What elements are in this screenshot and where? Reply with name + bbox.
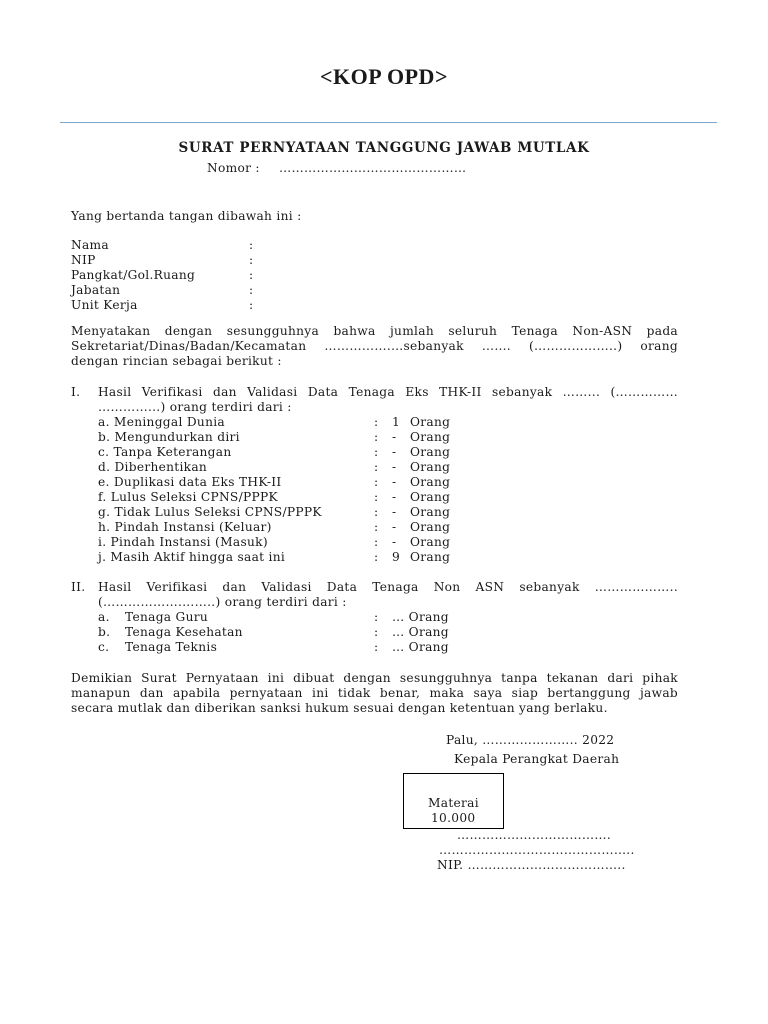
field-label-nama: Nama — [71, 238, 109, 252]
item-label: c. Tanpa Keterangan — [98, 445, 232, 459]
statement-line: Sekretariat/Dinas/Badan/Kecamatan …………….…sebanyak ……. (………………..) orang — [71, 339, 678, 353]
item-separator: : — [374, 535, 379, 549]
item-label: i. Pindah Instansi (Masuk) — [98, 535, 268, 549]
item-unit: Orang — [410, 430, 451, 444]
item-label: g. Tidak Lulus Seleksi CPNS/PPPK — [98, 505, 322, 519]
item-letter: a. — [98, 610, 110, 624]
item-value: - — [392, 505, 397, 519]
item-separator: : — [374, 640, 379, 654]
field-label-jabatan: Jabatan — [71, 283, 121, 297]
item-value: - — [392, 490, 397, 504]
item-letter: b. — [98, 625, 111, 639]
item-unit: Orang — [410, 505, 451, 519]
item-label: a. Meninggal Dunia — [98, 415, 225, 429]
item-value: … Orang — [392, 610, 449, 624]
item-label: f. Lulus Seleksi CPNS/PPPK — [98, 490, 278, 504]
section-heading: Hasil Verifikasi dan Validasi Data Tenaga Eks THK-II sebanyak ……... (…………… — [98, 385, 678, 399]
item-unit: Orang — [410, 535, 451, 549]
field-separator: : — [249, 283, 254, 297]
item-separator: : — [374, 460, 379, 474]
item-separator: : — [374, 430, 379, 444]
item-label: d. Diberhentikan — [98, 460, 208, 474]
item-separator: : — [374, 505, 379, 519]
nomor-label: Nomor : — [207, 161, 260, 175]
item-unit: Orang — [410, 490, 451, 504]
item-value: - — [392, 460, 397, 474]
item-unit: Orang — [410, 550, 451, 564]
closing-line: manapun dan apabila pernyataan ini tidak benar, maka saya siap bertanggung jawab — [71, 686, 678, 700]
header-divider — [60, 122, 717, 123]
item-unit: Orang — [410, 460, 451, 474]
item-value: 9 — [392, 550, 401, 564]
signer-name-placeholder: ……………………………………….. — [439, 843, 635, 857]
item-separator: : — [374, 550, 379, 564]
item-value: … Orang — [392, 625, 449, 639]
item-label: b. Mengundurkan diri — [98, 430, 240, 444]
item-value: - — [392, 520, 397, 534]
item-separator: : — [374, 415, 379, 429]
signer-position: Kepala Perangkat Daerah — [454, 752, 620, 766]
materai-label: Materai — [428, 796, 479, 810]
place-date: Palu, ………………….. 2022 — [446, 733, 615, 747]
section-heading: …………...) orang terdiri dari : — [98, 400, 292, 414]
item-unit: Orang — [410, 520, 451, 534]
item-label: Tenaga Kesehatan — [125, 625, 243, 639]
section-number: II. — [71, 580, 86, 594]
field-separator: : — [249, 238, 254, 252]
signer-name-placeholder: ………………………………. — [457, 828, 612, 842]
item-separator: : — [374, 475, 379, 489]
statement-line: Menyatakan dengan sesungguhnya bahwa jumlah seluruh Tenaga Non-ASN pada — [71, 324, 678, 338]
closing-line: secara mutlak dan diberikan sanksi hukum sesuai dengan ketentuan yang berlaku. — [71, 701, 608, 715]
statement-line: dengan rincian sebagai berikut : — [71, 354, 282, 368]
field-separator: : — [249, 253, 254, 267]
item-separator: : — [374, 520, 379, 534]
item-unit: Orang — [410, 445, 451, 459]
item-label: h. Pindah Instansi (Keluar) — [98, 520, 272, 534]
item-value: - — [392, 445, 397, 459]
item-label: j. Masih Aktif hingga saat ini — [98, 550, 286, 564]
letterhead-placeholder: <KOP OPD> — [320, 64, 448, 89]
field-separator: : — [249, 298, 254, 312]
item-label: Tenaga Guru — [125, 610, 209, 624]
item-label: e. Duplikasi data Eks THK-II — [98, 475, 282, 489]
intro-text: Yang bertanda tangan dibawah ini : — [71, 209, 302, 223]
item-label: Tenaga Teknis — [125, 640, 218, 654]
section-number: I. — [71, 385, 81, 399]
signer-nip: NIP. ……………………………….. — [437, 858, 626, 872]
nomor-value: ……………………………………… — [279, 161, 467, 175]
item-unit: Orang — [410, 475, 451, 489]
item-value: - — [392, 430, 397, 444]
section-heading: (……………….……..) orang terdiri dari : — [98, 595, 347, 609]
item-separator: : — [374, 625, 379, 639]
section-heading: Hasil Verifikasi dan Validasi Data Tenaga Non ASN sebanyak ……………….. — [98, 580, 678, 594]
materai-amount: 10.000 — [431, 811, 476, 825]
item-separator: : — [374, 610, 379, 624]
item-value: - — [392, 535, 397, 549]
field-label-unit-kerja: Unit Kerja — [71, 298, 138, 312]
item-separator: : — [374, 490, 379, 504]
item-letter: c. — [98, 640, 110, 654]
field-separator: : — [249, 268, 254, 282]
item-unit: Orang — [410, 415, 451, 429]
field-label-nip: NIP — [71, 253, 96, 267]
item-value: … Orang — [392, 640, 449, 654]
field-label-pangkat: Pangkat/Gol.Ruang — [71, 268, 196, 282]
item-separator: : — [374, 445, 379, 459]
item-value: - — [392, 475, 397, 489]
closing-line: Demikian Surat Pernyataan ini dibuat dengan sesungguhnya tanpa tekanan dari pihak — [71, 671, 678, 685]
document-title: SURAT PERNYATAAN TANGGUNG JAWAB MUTLAK — [178, 140, 590, 156]
item-value: 1 — [392, 415, 401, 429]
